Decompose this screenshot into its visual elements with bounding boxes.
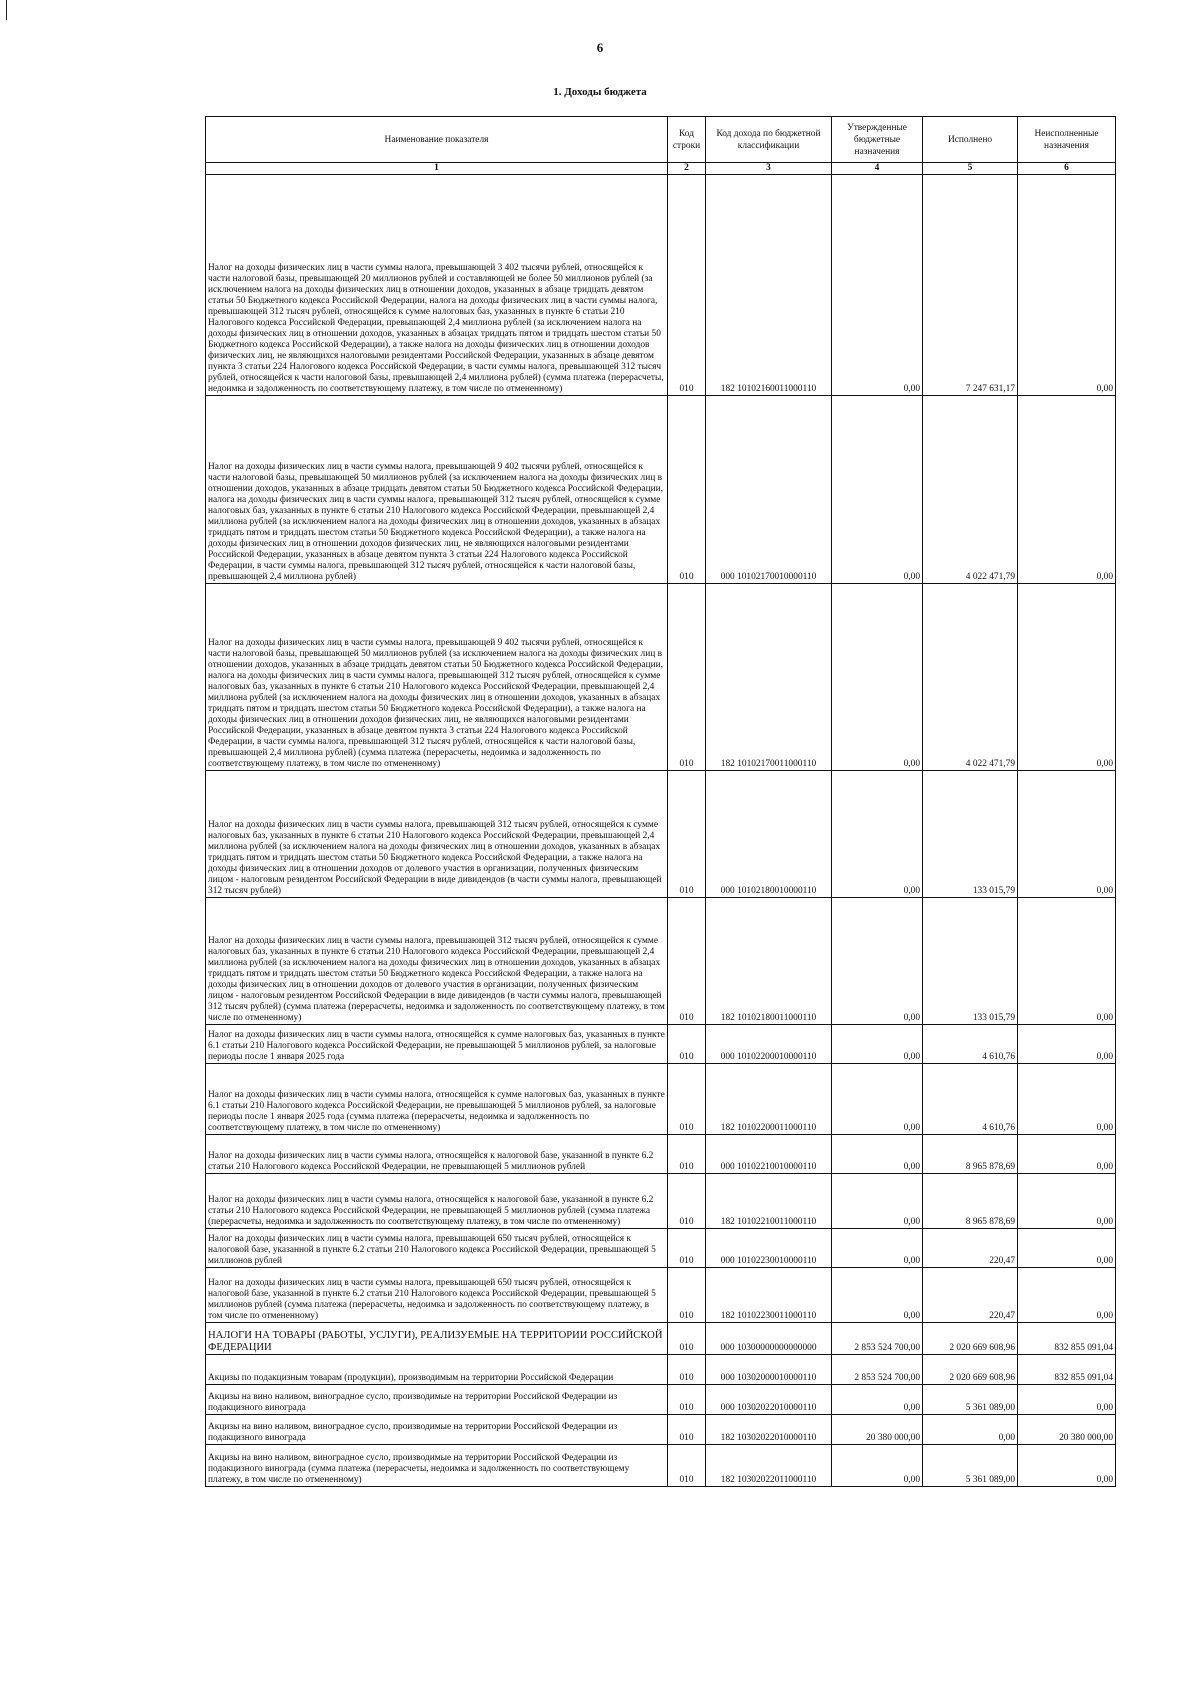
budget-code: 182 10102210011000110: [706, 1174, 832, 1229]
row-code: 010: [668, 1268, 706, 1323]
column-number: 4: [832, 163, 923, 175]
row-name: Налог на доходы физических лиц в части суммы налога, превышающей 312 тысяч рублей, относящейся к сумме налоговых баз, указанных в пункте 6 статьи 210 Налогового кодекса Российской Федерации, превышающей 2,4 миллиона рублей (за исключением налога на доходы физических лиц в отношении доходов, указанных в абзацах тридцать пятом и тридцать шестом статьи 50 Бюджетного кодекса Российской Федерации, а также налога на доходы физических лиц в отношении доходов от долевого участия в организации, полученных физическим лицом - налоговым резидентом Российской Федерации в виде дивидендов (в части суммы налога, превышающей 312 тысяч рублей): [206, 771, 668, 898]
table-row: [206, 1268, 1116, 1323]
unexecuted-amount: 0,00: [1018, 1445, 1116, 1487]
table-row: [206, 1415, 1116, 1445]
unexecuted-amount: 0,00: [1018, 1268, 1116, 1323]
budget-code: 000 10300000000000000: [706, 1323, 832, 1355]
unexecuted-amount: 0,00: [1018, 1229, 1116, 1268]
executed-amount: 133 015,79: [923, 771, 1018, 898]
table-row: [206, 396, 1116, 584]
executed-amount: 2 020 669 608,96: [923, 1355, 1018, 1385]
header-row-code: Код строки: [668, 117, 706, 163]
table-row: [206, 1135, 1116, 1174]
row-name: Налог на доходы физических лиц в части суммы налога, относящейся к налоговой базе, указанной в пункте 6.2 статьи 210 Налогового кодекса Российской Федерации, не превышающей 5 миллионов рублей: [206, 1135, 668, 1174]
column-number: 2: [668, 163, 706, 175]
executed-amount: 2 020 669 608,96: [923, 1323, 1018, 1355]
row-name: Налог на доходы физических лиц в части суммы налога, превышающей 650 тысяч рублей, относящейся к налоговой базе, указанной в пункте 6.2 статьи 210 Налогового кодекса Российской Федерации, превышающей 5 миллионов рублей: [206, 1229, 668, 1268]
executed-amount: 5 361 089,00: [923, 1445, 1018, 1487]
unexecuted-amount: 20 380 000,00: [1018, 1415, 1116, 1445]
table-row: [206, 1025, 1116, 1064]
table-row: [206, 584, 1116, 771]
table-body: [206, 175, 1116, 1487]
budget-code: 000 10302022010000110: [706, 1385, 832, 1415]
row-code: 010: [668, 584, 706, 771]
section-title: 1. Доходы бюджета: [553, 86, 647, 98]
table-row: [206, 1445, 1116, 1487]
row-name: Налог на доходы физических лиц в части суммы налога, относящейся к налоговой базе, указанной в пункте 6.2 статьи 210 Налогового кодекса Российской Федерации, не превышающей 5 миллионов рублей (сумма платежа (перерасчеты, недоимка и задолженность по соответствующему платежу, в том числе по отмененному): [206, 1174, 668, 1229]
budget-code: 182 10102180011000110: [706, 898, 832, 1025]
executed-amount: 4 610,76: [923, 1064, 1018, 1135]
executed-amount: 4 610,76: [923, 1025, 1018, 1064]
approved-amount: 0,00: [832, 1229, 923, 1268]
unexecuted-amount: 0,00: [1018, 1174, 1116, 1229]
header-unexecuted: Неисполненные назначения: [1018, 117, 1116, 163]
row-code: 010: [668, 1355, 706, 1385]
table-row: [206, 1323, 1116, 1355]
budget-code: 182 10102200011000110: [706, 1064, 832, 1135]
row-code: 010: [668, 1323, 706, 1355]
approved-amount: 0,00: [832, 584, 923, 771]
table-row: [206, 1385, 1116, 1415]
table-row: [206, 898, 1116, 1025]
budget-code: 182 10102170011000110: [706, 584, 832, 771]
unexecuted-amount: 0,00: [1018, 898, 1116, 1025]
column-number: 6: [1018, 163, 1116, 175]
executed-amount: 7 247 631,17: [923, 175, 1018, 396]
row-name: Налог на доходы физических лиц в части суммы налога, относящейся к сумме налоговых баз, указанных в пункте 6.1 статьи 210 Налогового кодекса Российской Федерации, не превышающей 5 миллионов рублей, за налоговые периоды после 1 января 2025 года (сумма платежа (перерасчеты, недоимка и задолженность по соответствующему платежу, в том числе по отмененному): [206, 1064, 668, 1135]
budget-code: 182 10102230011000110: [706, 1268, 832, 1323]
unexecuted-amount: 0,00: [1018, 1064, 1116, 1135]
budget-code: 182 10102160011000110: [706, 175, 832, 396]
column-number-row: [206, 163, 1116, 175]
approved-amount: 0,00: [832, 1268, 923, 1323]
unexecuted-amount: 0,00: [1018, 396, 1116, 584]
approved-amount: 0,00: [832, 771, 923, 898]
row-code: 010: [668, 1445, 706, 1487]
table-row: [206, 1355, 1116, 1385]
unexecuted-amount: 0,00: [1018, 771, 1116, 898]
approved-amount: 0,00: [832, 175, 923, 396]
approved-amount: 2 853 524 700,00: [832, 1355, 923, 1385]
header-approved: Утвержденные бюджетные назначения: [832, 117, 923, 163]
row-code: 010: [668, 1025, 706, 1064]
row-name: Акцизы по подакцизным товарам (продукции), производимым на территории Российской Федерации: [206, 1355, 668, 1385]
row-name: Акцизы на вино наливом, виноградное сусло, производимые на территории Российской Федерации из подакцизного винограда: [206, 1415, 668, 1445]
row-code: 010: [668, 1229, 706, 1268]
income-table: [205, 116, 1116, 1487]
approved-amount: 0,00: [832, 1174, 923, 1229]
budget-code: 000 10102230010000110: [706, 1229, 832, 1268]
row-name: Налог на доходы физических лиц в части суммы налога, превышающей 650 тысяч рублей, относящейся к налоговой базе, указанной в пункте 6.2 статьи 210 Налогового кодекса Российской Федерации, превышающей 5 миллионов рублей (сумма платежа (перерасчеты, недоимка и задолженность по соответствующему платежу, в том числе по отмененному): [206, 1268, 668, 1323]
unexecuted-amount: 832 855 091,04: [1018, 1355, 1116, 1385]
approved-amount: 0,00: [832, 396, 923, 584]
budget-code: 000 10302000010000110: [706, 1355, 832, 1385]
table-row: [206, 1229, 1116, 1268]
approved-amount: 0,00: [832, 1385, 923, 1415]
row-code: 010: [668, 1174, 706, 1229]
table-row: [206, 1174, 1116, 1229]
row-code: 010: [668, 1135, 706, 1174]
row-code: 010: [668, 898, 706, 1025]
executed-amount: 133 015,79: [923, 898, 1018, 1025]
approved-amount: 0,00: [832, 1445, 923, 1487]
approved-amount: 20 380 000,00: [832, 1415, 923, 1445]
budget-code: 000 10102210010000110: [706, 1135, 832, 1174]
row-name: Налог на доходы физических лиц в части суммы налога, относящейся к сумме налоговых баз, указанных в пункте 6.1 статьи 210 Налогового кодекса Российской Федерации, не превышающей 5 миллионов рублей, за налоговые периоды после 1 января 2025 года: [206, 1025, 668, 1064]
table-row: [206, 175, 1116, 396]
row-name: Акцизы на вино наливом, виноградное сусло, производимые на территории Российской Федерации из подакцизного винограда: [206, 1385, 668, 1415]
row-code: 010: [668, 1064, 706, 1135]
executed-amount: 8 965 878,69: [923, 1135, 1018, 1174]
row-code: 010: [668, 1415, 706, 1445]
approved-amount: 0,00: [832, 1025, 923, 1064]
scan-edge-mark: [6, 0, 7, 20]
row-code: 010: [668, 771, 706, 898]
column-number: 1: [206, 163, 668, 175]
header-executed: Исполнено: [923, 117, 1018, 163]
executed-amount: 5 361 089,00: [923, 1385, 1018, 1415]
budget-code: 000 10102170010000110: [706, 396, 832, 584]
row-code: 010: [668, 396, 706, 584]
table-row: [206, 771, 1116, 898]
budget-code: 000 10102200010000110: [706, 1025, 832, 1064]
budget-code: 000 10102180010000110: [706, 771, 832, 898]
row-name: НАЛОГИ НА ТОВАРЫ (РАБОТЫ, УСЛУГИ), РЕАЛИЗУЕМЫЕ НА ТЕРРИТОРИИ РОССИЙСКОЙ ФЕДЕРАЦИИ: [206, 1323, 668, 1355]
column-number: 3: [706, 163, 832, 175]
executed-amount: 4 022 471,79: [923, 396, 1018, 584]
table-row: [206, 1064, 1116, 1135]
column-number: 5: [923, 163, 1018, 175]
row-name: Налог на доходы физических лиц в части суммы налога, превышающей 9 402 тысячи рублей, относящейся к части налоговой базы, превышающей 50 миллионов рублей (за исключением налога на доходы физических лиц в отношении доходов, указанных в абзаце тридцать девятом статьи 50 Бюджетного кодекса Российской Федерации, налога на доходы физических лиц в части суммы налога, превышающей 312 тысяч рублей, относящейся к сумме налоговых баз, указанных в пункте 6 статьи 210 Налогового кодекса Российской Федерации, превышающей 2,4 миллиона рублей (за исключением налога на доходы физических лиц в отношении доходов, указанных в абзацах тридцать пятом и тридцать шестом статьи 50 Бюджетного кодекса Российской Федерации), а также налога на доходы физических лиц в отношении доходов физических лиц, не являющихся налоговыми резидентами Российской Федерации, указанных в абзаце девятом пункта 3 статьи 224 Налогового кодекса Российской Федерации, в части суммы налога, превышающей 312 тысяч рублей, относящейся к части налоговой базы, превышающей 2,4 миллиона рублей): [206, 396, 668, 584]
row-name: Акцизы на вино наливом, виноградное сусло, производимые на территории Российской Федерации из подакцизного винограда (сумма платежа (перерасчеты, недоимка и задолженность по соответствующему платежу, в том числе по отмененному): [206, 1445, 668, 1487]
unexecuted-amount: 832 855 091,04: [1018, 1323, 1116, 1355]
unexecuted-amount: 0,00: [1018, 175, 1116, 396]
unexecuted-amount: 0,00: [1018, 584, 1116, 771]
page-number: 6: [596, 40, 604, 55]
budget-code: 182 10302022011000110: [706, 1445, 832, 1487]
executed-amount: 220,47: [923, 1229, 1018, 1268]
executed-amount: 0,00: [923, 1415, 1018, 1445]
budget-code: 182 10302022010000110: [706, 1415, 832, 1445]
row-code: 010: [668, 1385, 706, 1415]
unexecuted-amount: 0,00: [1018, 1025, 1116, 1064]
executed-amount: 8 965 878,69: [923, 1174, 1018, 1229]
row-code: 010: [668, 175, 706, 396]
header-budget-code: Код дохода по бюджетной классификации: [706, 117, 832, 163]
unexecuted-amount: 0,00: [1018, 1385, 1116, 1415]
header-name: Наименование показателя: [206, 117, 668, 163]
approved-amount: 0,00: [832, 898, 923, 1025]
unexecuted-amount: 0,00: [1018, 1135, 1116, 1174]
table-header-row: [206, 117, 1116, 163]
row-name: Налог на доходы физических лиц в части суммы налога, превышающей 3 402 тысячи рублей, относящейся к части налоговой базы, превышающей 20 миллионов рублей и составляющей не более 50 миллионов рублей (за исключением налога на доходы физических лиц в отношении доходов, указанных в абзаце тридцать девятом статьи 50 Бюджетного кодекса Российской Федерации, налога на доходы физических лиц в части суммы налога, превышающей 312 тысяч рублей, относящейся к сумме налоговых баз, указанных в пункте 6 статьи 210 Налогового кодекса Российской Федерации, превышающей 2,4 миллиона рублей (за исключением налога на доходы физических лиц в отношении доходов, указанных в абзацах тридцать пятом и тридцать шестом статьи 50 Бюджетного кодекса Российской Федерации), а также налога на доходы физических лиц в отношении доходов физических лиц, не являющихся налоговыми резидентами Российской Федерации, указанных в абзаце девятом пункта 3 статьи 224 Налогового кодекса Российской Федерации, в части суммы налога, превышающей 312 тысяч рублей, относящейся к части налоговой базы, превышающей 2,4 миллиона рублей) (сумма платежа (перерасчеты, недоимка и задолженность по соответствующему платежу, в том числе по отмененному): [206, 175, 668, 396]
row-name: Налог на доходы физических лиц в части суммы налога, превышающей 312 тысяч рублей, относящейся к сумме налоговых баз, указанных в пункте 6 статьи 210 Налогового кодекса Российской Федерации, превышающей 2,4 миллиона рублей (за исключением налога на доходы физических лиц в отношении доходов, указанных в абзацах тридцать пятом и тридцать шестом статьи 50 Бюджетного кодекса Российской Федерации, а также налога на доходы физических лиц в отношении доходов от долевого участия в организации, полученных физическим лицом - налоговым резидентом Российской Федерации в виде дивидендов (в части суммы налога, превышающей 312 тысяч рублей) (сумма платежа (перерасчеты, недоимка и задолженность по соответствующему платежу, в том числе по отмененному): [206, 898, 668, 1025]
executed-amount: 4 022 471,79: [923, 584, 1018, 771]
executed-amount: 220,47: [923, 1268, 1018, 1323]
approved-amount: 0,00: [832, 1135, 923, 1174]
row-name: Налог на доходы физических лиц в части суммы налога, превышающей 9 402 тысячи рублей, относящейся к части налоговой базы, превышающей 50 миллионов рублей (за исключением налога на доходы физических лиц в отношении доходов, указанных в абзаце тридцать девятом статьи 50 Бюджетного кодекса Российской Федерации, налога на доходы физических лиц в части суммы налога, превышающей 312 тысяч рублей, относящейся к сумме налоговых баз, указанных в пункте 6 статьи 210 Налогового кодекса Российской Федерации, превышающей 2,4 миллиона рублей (за исключением налога на доходы физических лиц в отношении доходов, указанных в абзацах тридцать пятом и тридцать шестом статьи 50 Бюджетного кодекса Российской Федерации), а также налога на доходы физических лиц в отношении доходов физических лиц, не являющихся налоговыми резидентами Российской Федерации, указанных в абзаце девятом пункта 3 статьи 224 Налогового кодекса Российской Федерации, в части суммы налога, превышающей 312 тысяч рублей, относящейся к части налоговой базы, превышающей 2,4 миллиона рублей) (сумма платежа (перерасчеты, недоимка и задолженность по соответствующему платежу, в том числе по отмененному): [206, 584, 668, 771]
approved-amount: 0,00: [832, 1064, 923, 1135]
approved-amount: 2 853 524 700,00: [832, 1323, 923, 1355]
